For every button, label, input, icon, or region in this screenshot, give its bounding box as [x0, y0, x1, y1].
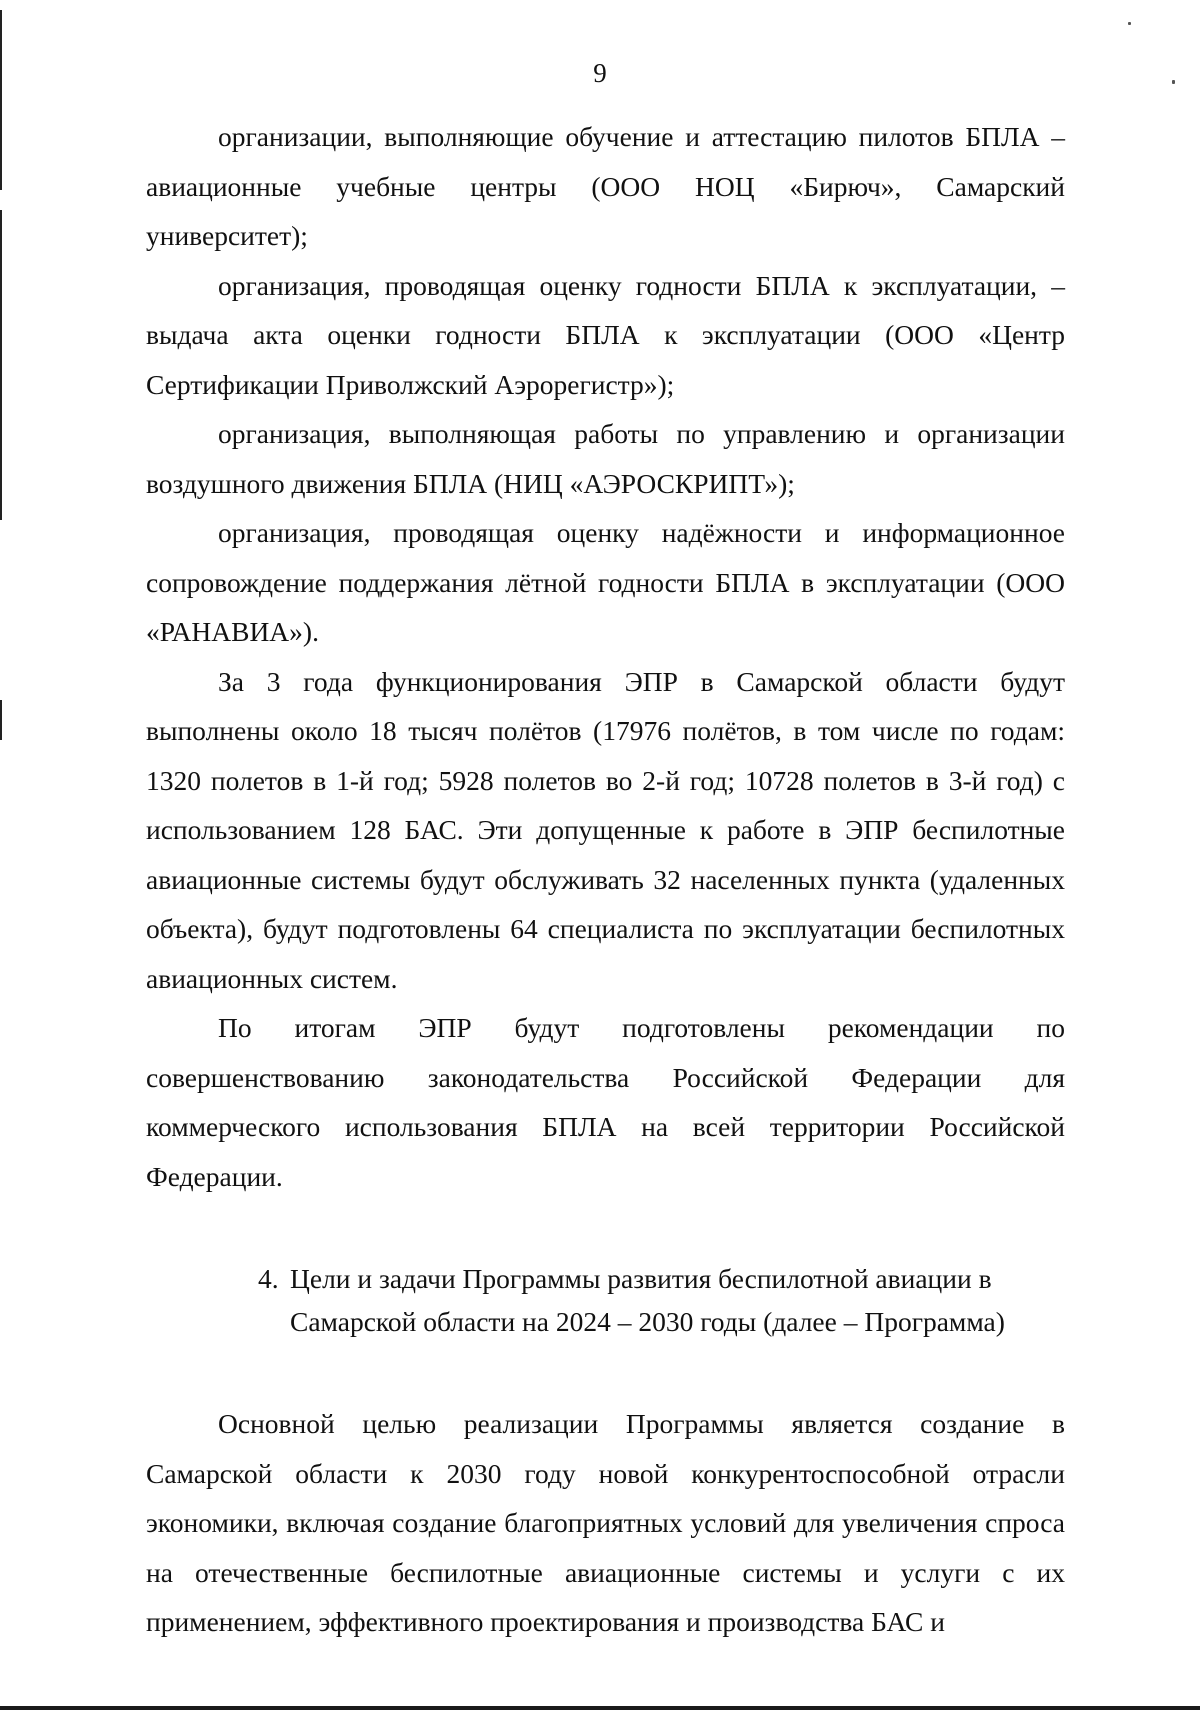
scan-speck: [1172, 80, 1175, 84]
scan-bottom-edge: [0, 1706, 1200, 1710]
paragraph-air-traffic-management: организация, выполняющая работы по управлению и организации воздушного движения БПЛА (НИЦ «АЭРОСКРИПТ»);: [146, 418, 1065, 499]
section-title-line2: Самарской области на 2024 – 2030 годы (далее – Программа): [290, 1306, 1005, 1337]
section-number: 4.: [258, 1263, 279, 1294]
scan-speck: [1128, 22, 1131, 25]
paragraph-reliability-assessment: организация, проводящая оценку надёжности и информационное сопровождение поддержания лётной годности БПЛА в эксплуатации (ООО «РАНАВИА»).: [146, 517, 1065, 647]
paragraph-training-orgs: организации, выполняющие обучение и аттестацию пилотов БПЛА – авиационные учебные центры (ООО НОЦ «Бирюч», Самарский университет);: [146, 121, 1065, 251]
scan-edge-mark: [0, 210, 2, 520]
paragraph-airworthiness-assessment: организация, проводящая оценку годности БПЛА к эксплуатации, – выдача акта оценки годности БПЛА к эксплуатации (ООО «Центр Сертификации Приволжский Аэрорегистр»);: [146, 269, 1065, 400]
paragraph-program-goal: Основной целью реализации Программы является создание в Самарской области к 2030 году новой конкурентоспособной отрасли экономики, включая создание благоприятных условий для увеличения спроса на отечественные беспилотные авиационные системы и услуги с их применением, эффективного проектирования и производства БАС и: [146, 1408, 1065, 1637]
section-heading: [146, 1257, 1065, 1343]
paragraph-flight-statistics: За 3 года функционирования ЭПР в Самарской области будут выполнены около 18 тысяч полётов (17976 полётов, в том числе по годам: 1320 полетов в 1-й год; 5928 полетов во 2-й год; 10728 полетов в 3-й год) с использованием 128 БАС. Эти допущенные к работе в ЭПР беспилотные авиационные системы будут обслуживать 32 населенных пункта (удаленных объекта), будут подготовлены 64 специалиста по эксплуатации беспилотных авиационных систем.: [146, 665, 1065, 994]
document-body: [146, 112, 1065, 1647]
section-title-line1: Цели и задачи Программы развития беспилотной авиации в: [290, 1263, 992, 1294]
paragraph-recommendations: По итогам ЭПР будут подготовлены рекомендации по совершенствованию законодательства Российской Федерации для коммерческого использования БПЛА на всей территории Российской Федерации.: [146, 1012, 1065, 1192]
page-number: 9: [593, 58, 607, 88]
scan-edge-mark: [0, 700, 2, 740]
scan-edge-mark: [0, 10, 2, 190]
